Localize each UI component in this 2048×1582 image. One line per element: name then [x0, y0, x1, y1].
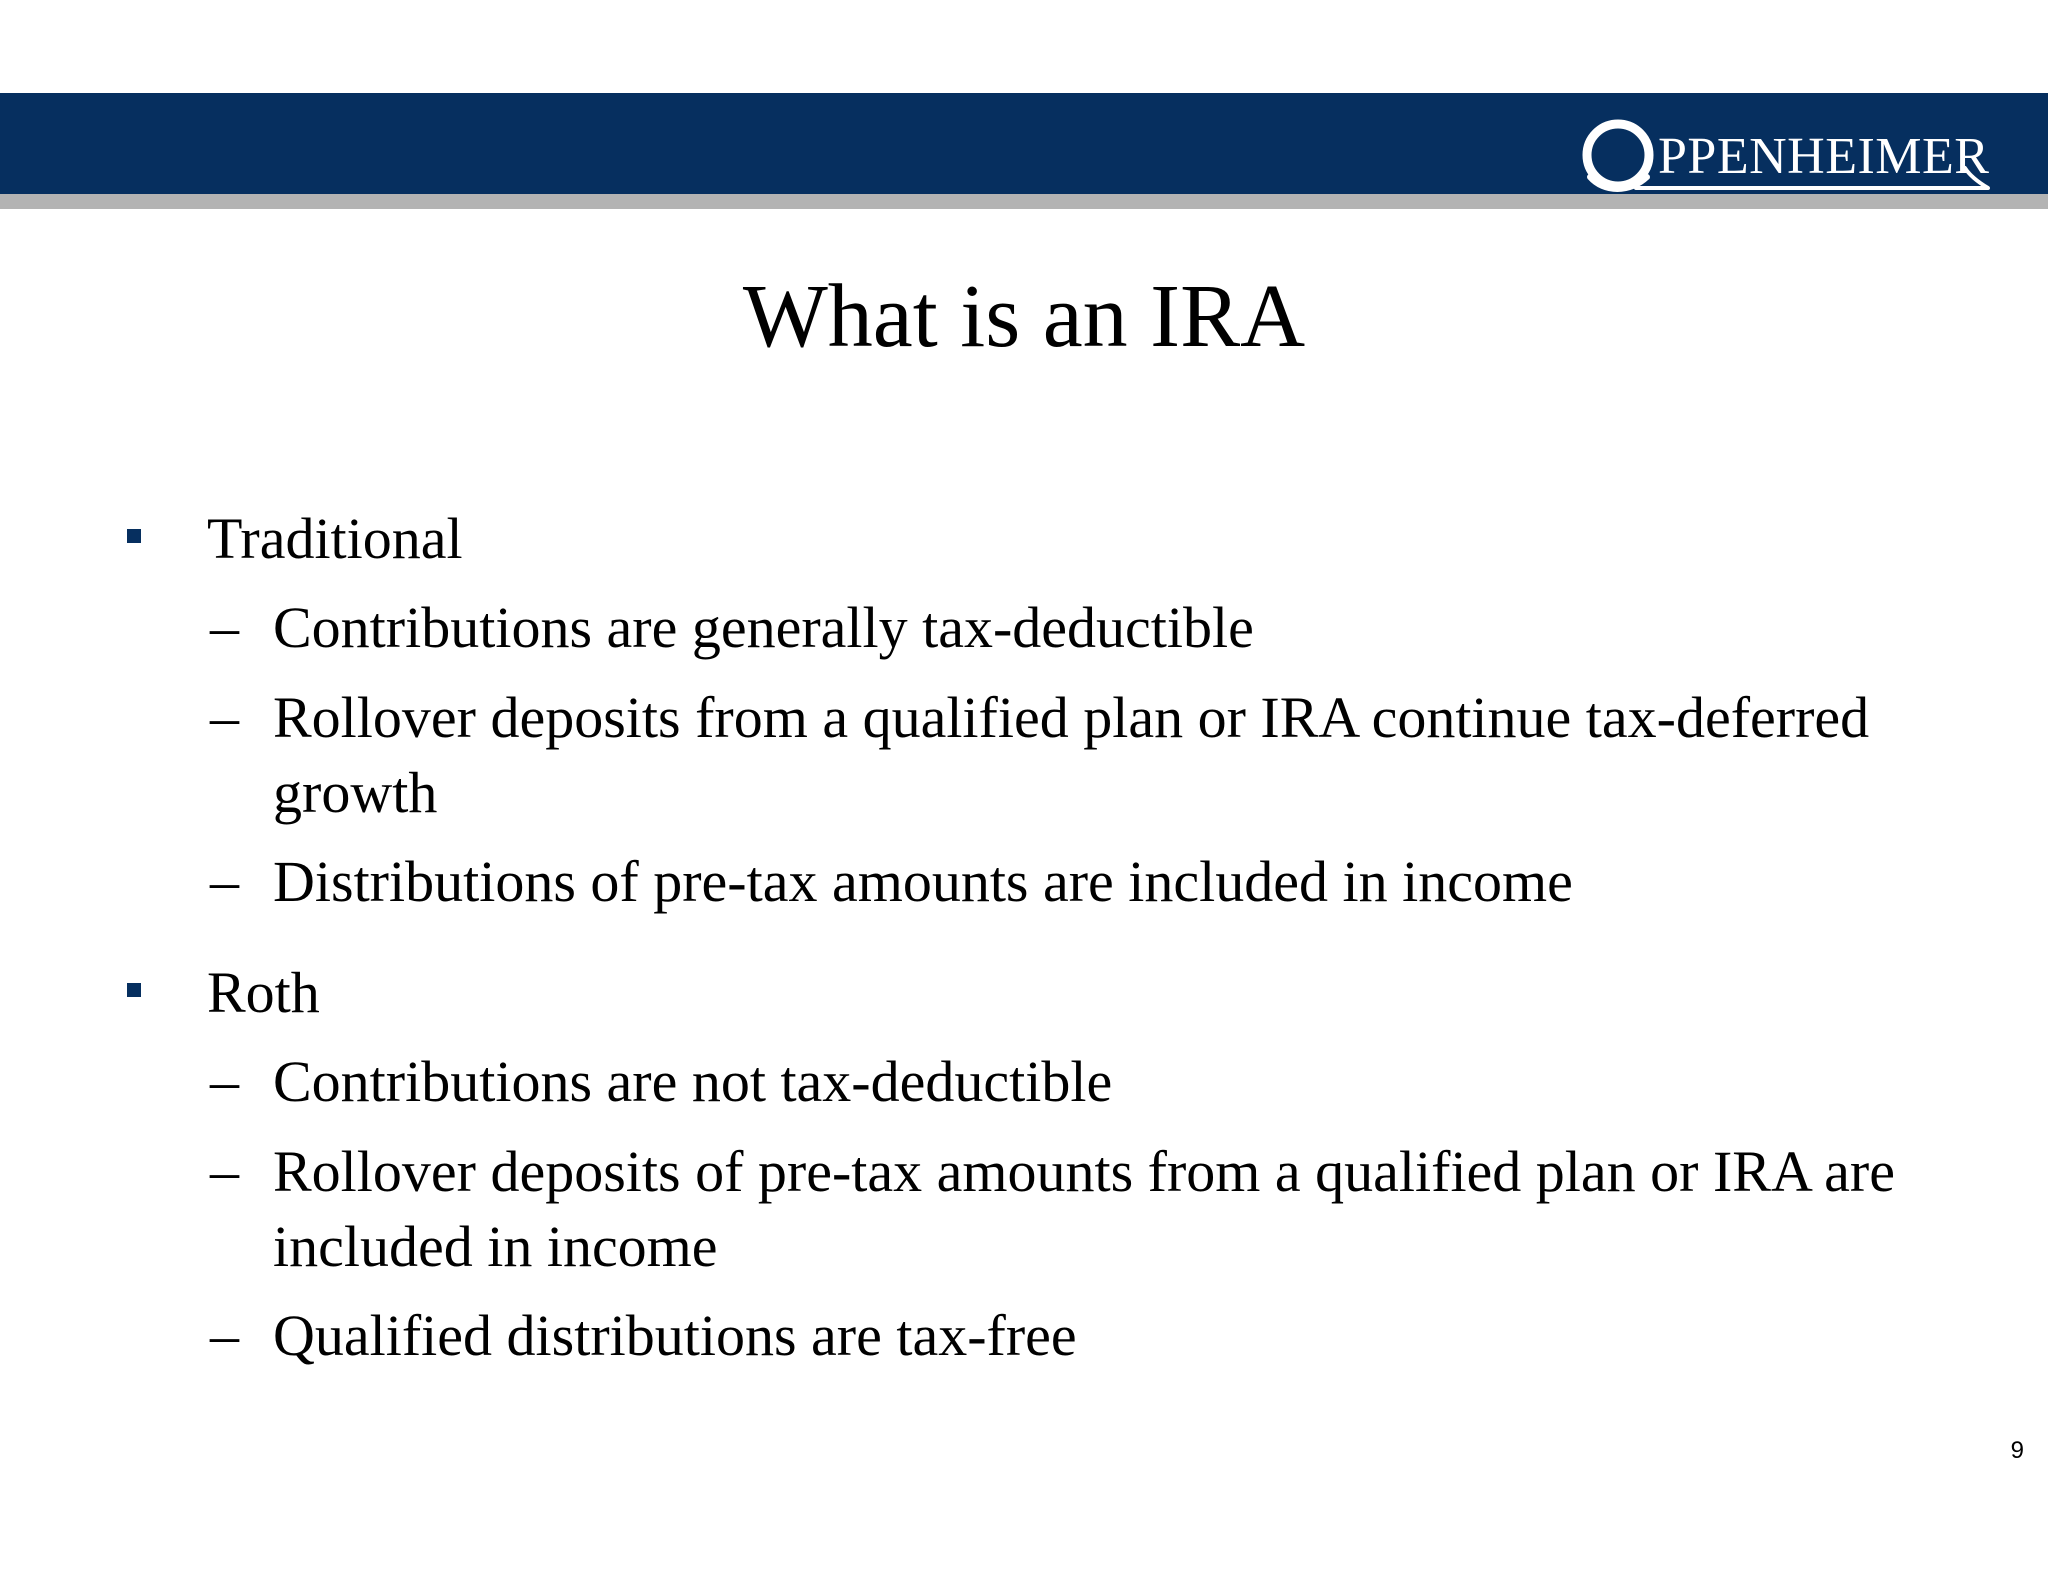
roth-item-contributions: Contributions are not tax-deductible	[273, 1049, 1113, 1114]
traditional-bullet-icon	[127, 529, 141, 543]
sub-bullet-dash-icon: –	[210, 684, 239, 749]
sub-bullet-dash-icon: –	[210, 848, 239, 913]
page-number: 9	[2010, 1437, 2024, 1464]
traditional-item-rollover: Rollover deposits from a qualified plan or IRA continue tax-deferred growth	[273, 685, 1870, 825]
section-heading-traditional: Traditional	[207, 506, 463, 571]
sub-bullet-dash-icon: –	[210, 594, 239, 659]
roth-item-rollover: Rollover deposits of pre-tax amounts from a qualified plan or IRA are included in income	[273, 1139, 1895, 1279]
traditional-item-distributions: Distributions of pre-tax amounts are included in income	[273, 849, 1573, 914]
svg-text:PPENHEIMER: PPENHEIMER	[1658, 128, 1990, 185]
roth-bullet-icon	[127, 983, 141, 997]
sub-bullet-dash-icon: –	[210, 1302, 239, 1367]
traditional-item-contributions: Contributions are generally tax-deductible	[273, 595, 1254, 660]
slide-title: What is an IRA	[742, 267, 1306, 366]
roth-item-qualified-distributions: Qualified distributions are tax-free	[273, 1303, 1077, 1368]
sub-bullet-dash-icon: –	[210, 1138, 239, 1203]
section-heading-roth: Roth	[207, 960, 320, 1025]
sub-bullet-dash-icon: –	[210, 1048, 239, 1113]
